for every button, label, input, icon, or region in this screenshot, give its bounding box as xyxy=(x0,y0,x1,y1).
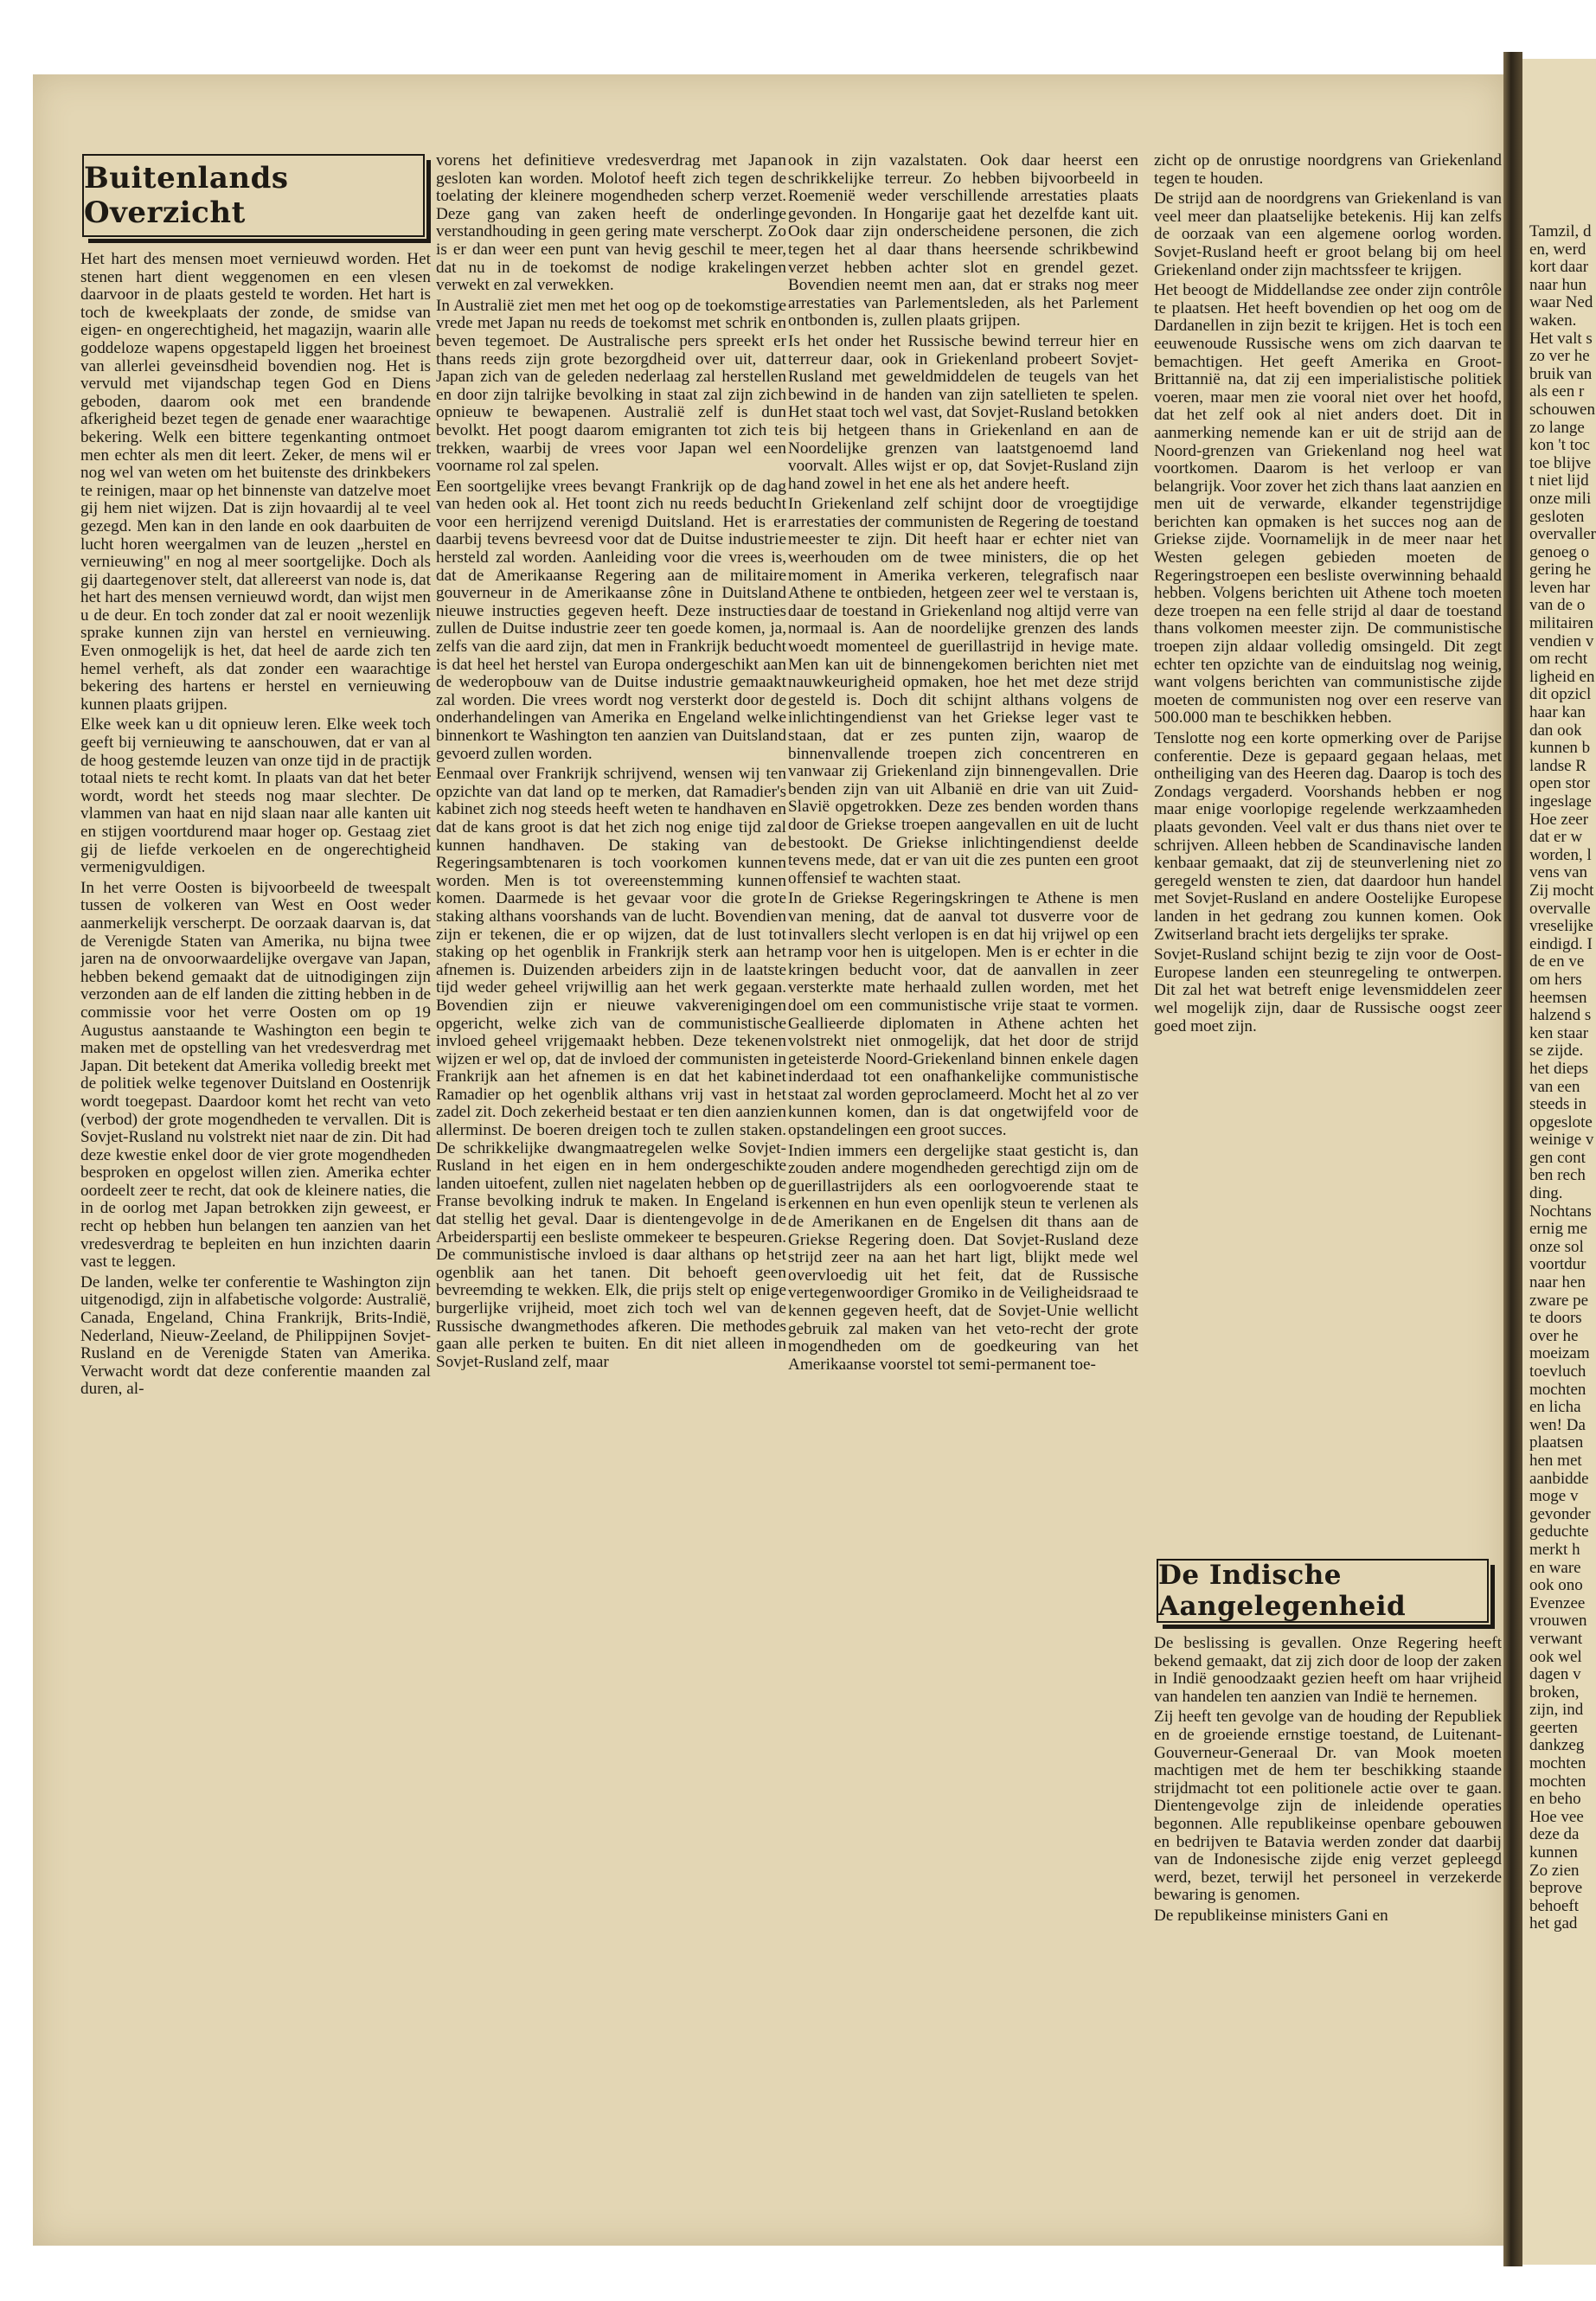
paragraph: Indien immers een dergelijke staat gesticht is, dan zouden andere mogendheden gerechtigd zijn om de guerillastrijders als een oorlogvoerende staat te erkennen en hun even openlijk steun te verlenen als de Amerikanen en de Engelsen dit thans aan de Griekse Regering doen. Dat Sovjet-Rusland deze strijd zeer na aan het hart ligt, blijkt mede wel overvloedig uit het feit, dat de Russische vertegenwoordiger Gromiko in de Veiligheidsraad te kennen gegeven heeft, dat de Sovjet-Unie wellicht gebruik zal maken van het veto-recht der grote mogendheden om de goedkeuring van het Amerikaanse voorstel tot semi-permanent toe- xyxy=(788,1141,1138,1374)
adjacent-page-line: gering he xyxy=(1529,561,1592,580)
adjacent-page-line: het gad xyxy=(1529,1914,1578,1933)
heading-indische-aangelegenheid xyxy=(1157,1559,1489,1623)
adjacent-page-line: dagen v xyxy=(1529,1665,1581,1684)
adjacent-page-line: van de o xyxy=(1529,596,1586,615)
adjacent-page-line: en, werd xyxy=(1529,240,1586,259)
column-3 xyxy=(788,152,1138,2194)
adjacent-page-line: landse R xyxy=(1529,756,1586,775)
adjacent-page-line: het dieps xyxy=(1529,1059,1589,1078)
paragraph: Tenslotte nog een korte opmerking over de Parijse conferentie. Deze is gepaard gegaan helaas, met ontheiliging van des Heeren dag. Daarop is toch des Zondags vergaderd. Voorshands hebben er nog maar enige voorlopige regelende werkzaamheden plaats gevonden. Veel valt er dus thans niet over te schrijven. Alleen hebben de Scandinavische landen kenbaar gemaakt, dat zij de steunverlening niet zo geregeld wensten te zien, dat daardoor hun handel met Sovjet-Rusland en andere Oostelijke Europese landen in het gedrang zou kunnen komen. Ook Zwitserland bracht iets dergelijks ter sprake. xyxy=(1154,729,1502,944)
adjacent-page-line: kunnen b xyxy=(1529,739,1591,758)
adjacent-page-line: te doors xyxy=(1529,1309,1582,1328)
adjacent-page-line: geerten xyxy=(1529,1718,1578,1737)
adjacent-page-line: gen cont xyxy=(1529,1148,1586,1167)
adjacent-page-line: plaatsen xyxy=(1529,1433,1584,1452)
adjacent-page-line: Zo zien xyxy=(1529,1861,1580,1880)
adjacent-page-line: weinige v xyxy=(1529,1131,1594,1150)
adjacent-page-line: de en ve xyxy=(1529,952,1585,971)
adjacent-page-line: vendien v xyxy=(1529,631,1594,651)
adjacent-page-line: schouwen xyxy=(1529,400,1595,419)
paragraph: Het beoogt de Middellandse zee onder zijn contrôle te plaatsen. Het heeft bovendien op het oog om de Dardanellen in zijn bezit te krijgen. Het is toch een eeuwenoude Russische wens om zich daarvan te bemachtigen. Het geeft Amerika en Groot-Brittannië na, dat zij een imperialistische politiek voeren, maar men zie vooral niet over het hoofd, dat het zelf ook al niet anders doet. Dit in aanmerking nemende kan er uit de strijd aan de Noord-grenzen van Griekenland nog heel wat voortkomen. Daarom is het verloop er van belangrijk. Voor zover het zich thans laat aanzien en men uit de verwarde, elkander tegenstrijdige berichten kan opmaken is het succes nog aan de Griekse zijde. Voornamelijk in de meer naar het Westen gelegen gebieden moeten de Regeringstroepen een besliste overwinning behaald hebben. Volgens berichten uit Athene toch moeten deze troepen na een felle strijd al daar de toestand thans volkomen meester zijn. De communistische troepen zijn aldaar volledig omsingeld. Dit zegt echter ten opzichte van de einduitslag nog weinig, want volgens berichten van communistische zijde moeten de communisten nog over een reserve van 500.000 man te beschikken hebben. xyxy=(1154,281,1502,727)
adjacent-page-line: waken. xyxy=(1529,311,1577,330)
adjacent-page-line: voortdur xyxy=(1529,1255,1586,1274)
adjacent-page-line: eindigd. I xyxy=(1529,934,1593,953)
adjacent-page-line: dan ook xyxy=(1529,721,1582,740)
heading-text: De Indische Aangelegenheid xyxy=(1158,1560,1407,1622)
adjacent-page-line: ingeslage xyxy=(1529,792,1592,811)
adjacent-page-line: broken, xyxy=(1529,1682,1580,1702)
adjacent-page-line: Zij mocht xyxy=(1529,881,1594,900)
paragraph: In het verre Oosten is bijvoorbeeld de tweespalt tussen de volkeren van West en Oost weder aanmerkelijk verscherpt. De oorzaak daarvan is, dat de Verenigde Staten van Amerika, nu bijna twee jaren na de onvoorwaardelijke overgave van Japan, hebben bekend gemaakt dat de uitnodigingen zijn verzonden aan de elf landen die zitting hebben in de commissie voor het verre Oosten om op 19 Augustus aanstaande te Washington een begin te maken met de opstelling van het vredesverdrag met Japan. Dit betekent dat Amerika volledig breekt met de politiek welke tegenover Duitsland en Oostenrijk wordt toegepast. Daardoor komt het recht van veto (verbod) der grote mogendheden te vervallen. Dit is Sovjet-Rusland nu volstrekt niet naar de zin. Dit had deze kwestie enkel door de vier grote mogendheden besproken en opgelost willen zien. Amerika echter oordeelt zeer te recht, dat ook de kleinere naties, die in de oorlog met Japan betrokken zijn geweest, er recht op hebben hun belangen ten aanzien van het vredesverdrag te bepleiten en hun inzichten daarin vast te leggen. xyxy=(80,878,431,1272)
column-4 xyxy=(1154,152,1502,1035)
adjacent-page-line: kort daar xyxy=(1529,258,1589,277)
adjacent-page-line: merkt h xyxy=(1529,1540,1580,1559)
adjacent-page-line: overvaller xyxy=(1529,525,1596,544)
adjacent-page-line: aanbidde xyxy=(1529,1469,1589,1488)
adjacent-page-line: en ware xyxy=(1529,1558,1581,1577)
adjacent-page-line: haar kan xyxy=(1529,703,1586,722)
adjacent-page-line: ernig me xyxy=(1529,1220,1588,1239)
adjacent-page-line: se zijde. xyxy=(1529,1042,1584,1061)
adjacent-page-line: beprove xyxy=(1529,1879,1583,1898)
adjacent-page-line: en licha xyxy=(1529,1398,1581,1417)
adjacent-page-line: vrouwen xyxy=(1529,1612,1587,1631)
paragraph: De beslissing is gevallen. Onze Regering heeft bekend gemaakt, dat zij zich door de loop der zaken in Indië genoodzaakt gezien heeft om haar vrijheid van handelen ten aanzien van Indië te hernemen. xyxy=(1154,1635,1502,1706)
adjacent-page-line: mochten xyxy=(1529,1754,1586,1773)
adjacent-page-line: behoeft xyxy=(1529,1896,1579,1915)
adjacent-page-line: moeizam xyxy=(1529,1344,1590,1363)
paragraph: In Australië ziet men met het oog op de toekomstige vrede met Japan nu reeds de toekomst met schrik en beven tegemoet. De Australische pers spreekt er thans reeds zijn grote bezorgdheid over uit, dat Japan zich van de geleden nederlaag zal herstellen en door zijn talrijke bevolking in staat zal zijn zich opnieuw te bewapenen. Australië zelf is dun bevolkt. Het poogt daarom emigranten tot zich te trekken, waarbij de vrees voor Japan wel een voorname rol zal spelen. xyxy=(436,296,786,476)
adjacent-page-line: kunnen xyxy=(1529,1843,1578,1862)
adjacent-page-line: opgeslote xyxy=(1529,1112,1593,1131)
page-fold xyxy=(1503,52,1522,2266)
adjacent-page-line: steeds in xyxy=(1529,1095,1586,1114)
adjacent-page-line: heemsen xyxy=(1529,988,1587,1007)
adjacent-page-line: als een r xyxy=(1529,382,1585,401)
adjacent-page-line: wen! Da xyxy=(1529,1415,1586,1434)
adjacent-page-line: Evenzee xyxy=(1529,1593,1586,1612)
adjacent-page-line: hen met xyxy=(1529,1451,1582,1470)
paragraph: Een soortgelijke vrees bevangt Frankrijk op de dag van heden ook al. Het toont zich nu reeds beducht voor een herrijzend verenigd Duitsland. Het is er daarbij tevens bevreesd voor dat de Duitse industrie hersteld zal worden. Aanleiding voor die vrees is, dat de Amerikaanse Regering aan de militaire gouverneur in de Amerikaanse zône in Duitsland nieuwe instructies gegeven heeft. Deze instructies zullen de Duitse industrie zeer ten goede komen, ja, zelfs van die aard zijn, dat men in Frankrijk beducht is dat heel het herstel van Europa ondergeschikt aan de wederopbouw van de Duitse industrie gemaakt zal worden. Die vrees wordt nog versterkt door de onderhandelingen van Amerika en Engeland welke binnenkort te Washington ten aanzien van Duitsland gevoerd zullen worden. xyxy=(436,477,786,763)
adjacent-page-line: om recht xyxy=(1529,650,1588,669)
adjacent-page-line: van een xyxy=(1529,1077,1580,1096)
adjacent-page-line: zware pe xyxy=(1529,1291,1589,1310)
adjacent-page-line: naar hun xyxy=(1529,275,1586,294)
adjacent-page-line: dat er w xyxy=(1529,828,1583,847)
adjacent-page-line: worden, l xyxy=(1529,845,1592,864)
adjacent-page-line: bruik van xyxy=(1529,364,1593,383)
adjacent-page-line: overvalle xyxy=(1529,899,1591,918)
adjacent-page-line: naar hen xyxy=(1529,1273,1586,1292)
adjacent-page-line: leven har xyxy=(1529,578,1591,597)
paragraph: Het hart des mensen moet vernieuwd worden. Het stenen hart dient weggenomen en een vlesen daarvoor in de plaats gesteld te worden. Het hart is toch de kweekplaats der zonde, de smidse van eigen- en ongerechtigheid, het magazijn, waarin alle goddeloze wapens opgestapeld liggen het broeinest van allerlei geveinsdheid bovendien nog. Het is vervuld met vijandschap tegen God en Diens geboden, daarom ook met een brandende afkerigheid bezet tegen de genade ener waarachtige bekering. Welk een bittere tegenkanting ontmoet men echter als men dit leert. Zeker, de mens wil er nog wel van weten om het buitenste des drinkbekers te reinigen, maar op het binnenste van datzelve moet gij hem niet wijzen. Dat is zijn hovaardij al te veel gezegd. Men kan in den lande en ook daarbuiten de lucht horen weergalmen van de leuzen „herstel en vernieuwing" en nog al meer soortgelijke. Doch als gij daartegenover stelt, dat allereerst van node is, dat het hart des mensen vernieuwd wordt, dan wijst men u de deur. En toch zonder dat zal er nooit wezenlijk sprake kunnen zijn van herstel en vernieuwing. Even onmogelijk is het, dat heel de aarde zich ten hemel verheft, als dat zonder een waarachtige bekering des hartens er herstel en vernieuwing kunnen plaats grijpen. xyxy=(80,251,431,714)
paragraph: De strijd aan de noordgrens van Griekenland is van veel meer dan plaatselijke betekenis. Hij kan zelfs de oorzaak van een algemene oorlog worden. Sovjet-Rusland heeft er groot belang bij om heel Griekenland onder zijn machtssfeer te krijgen. xyxy=(1154,189,1502,279)
paragraph: Zij heeft ten gevolge van de houding der Republiek en de groeiende ernstige toestand, de Luitenant-Gouverneur-Generaal Dr. van Mook moeten machtigen met de hem ter beschikking staande strijdmacht tot een politionele actie over te gaan. Dientengevolge zijn de inleidende operaties begonnen. Alle republikeinse openbare gebouwen en bedrijven te Batavia werden zonder dat daarbij van de Indonesische zijde enig verzet gepleegd werd, bezet, terwijl het personeel in verzekerde bewaring is genomen. xyxy=(1154,1708,1502,1905)
paragraph: Elke week kan u dit opnieuw leren. Elke week toch geeft bij vernieuwing te aanschouwen, dat er van al de hoog gestemde leuzen van onze tijd in de practijk totaal niets te recht komt. In plaats van dat het beter wordt, wordt het steeds nog maar slechter. De vlammen van haat en nijd slaan naar alle kanten uit en stijgen voortdurend maar hoger op. Gestaag ziet gij de liefde verkoelen en de ongerechtigheid vermenigvuldigen. xyxy=(80,715,431,877)
adjacent-page-line: toevluch xyxy=(1529,1362,1586,1381)
paragraph: De republikeinse ministers Gani en xyxy=(1154,1906,1388,1925)
adjacent-page-line: ben rech xyxy=(1529,1166,1586,1185)
adjacent-page-line: t niet lijd xyxy=(1529,471,1589,490)
adjacent-page-line: mochten xyxy=(1529,1380,1586,1399)
adjacent-page-edge xyxy=(1522,59,1596,2265)
paragraph: De landen, welke ter conferentie te Washington zijn uitgenodigd, zijn in alfabetische volgorde: Australië, Canada, Engeland, China Frankrijk, Brits-Indië, Nederland, Nieuw-Zeeland, de Philippijnen Sovjet-Rusland en de Verenigde Staten van Amerika. Verwacht wordt dat deze conferentie maanden zal duren, al- xyxy=(80,1272,431,1399)
adjacent-page-line: zo lange xyxy=(1529,418,1585,437)
adjacent-page-line: genoeg o xyxy=(1529,542,1590,561)
adjacent-page-line: en beho xyxy=(1529,1790,1581,1809)
adjacent-page-line: over he xyxy=(1529,1326,1579,1345)
adjacent-page-line: ding. xyxy=(1529,1184,1563,1203)
adjacent-page-line: open stor xyxy=(1529,774,1591,793)
column-4-article xyxy=(1154,1635,1502,2197)
adjacent-page-line: mochten xyxy=(1529,1772,1586,1791)
adjacent-page-line: toe blijve xyxy=(1529,453,1592,472)
adjacent-page-line: ken staar xyxy=(1529,1023,1589,1042)
paragraph: zicht op de onrustige noordgrens van Griekenland tegen te houden. xyxy=(1154,152,1502,188)
heading-text: Buitenlands Overzicht xyxy=(84,161,289,230)
adjacent-page-column xyxy=(1529,223,1596,2230)
adjacent-page-line: zijn, ind xyxy=(1529,1701,1584,1720)
adjacent-page-line: militairen xyxy=(1529,614,1593,633)
adjacent-page-line: Nochtans xyxy=(1529,1202,1592,1221)
adjacent-page-line: Hoe vee xyxy=(1529,1807,1584,1826)
paragraph: In de Griekse Regeringskringen te Athene is men van mening, dat de aanval tot dusverre voor de invallers slecht verlopen is en dat hij vrijwel op een ramp voor hen is uitgelopen. Men is er echter in die kringen beducht voor, dat de aanvallen in zeer versterkte mate herhaald zullen worden, met het doel om een communistische vrije staat te vormen. Geallieerde diplomaten in Athene achten het volstrekt niet onmogelijk, dat het door de strijd geteisterde Noord-Griekenland binnen enkele dagen inderdaad tot een onafhankelijke communistische staat zal worden geproclameerd. Mocht het al zo ver kunnen komen, dan is dat ongetwijfeld voor de opstandelingen een groot succes. xyxy=(788,889,1138,1140)
paragraph: In Griekenland zelf schijnt door de vroegtijdige arrestaties der communisten de Regering de toestand meester te zijn. Dit heeft haar er echter niet van weerhouden om de twee ministers, die op het moment in Amerika verkeren, telegrafisch naar Athene te ontbieden, hetgeen zeer wel te verstaan is, daar de toestand in Griekenland nog altijd verre van normaal is. Aan de noordelijke grenzen des lands woedt momenteel de guerillastrijd in hevige mate. Men kan uit de binnengekomen berichten niet met nauwkeurigheid opmaken, hoe het met deze strijd gesteld is. Doch dit schijnt althans volgens de inlichtingendienst van het Griekse leger vast te staan, dat er zes punten zijn, waarop de binnenvallende troepen zich concentreren en vanwaar zij Griekenland zijn binnengevallen. Drie benden zijn van uit Albanië en drie van uit Zuid-Slavië opgetrokken. Deze zes benden worden thans door de Griekse troepen aangevallen en uit de lucht bestookt. De Griekse inlichtingendienst deelde tevens mede, dat er van uit die zes punten een groot offensief te wachten staat. xyxy=(788,495,1138,888)
adjacent-page-line: ook ono xyxy=(1529,1576,1583,1595)
adjacent-page-line: deze da xyxy=(1529,1825,1580,1844)
adjacent-page-line: ook wel xyxy=(1529,1647,1582,1666)
paragraph: Eenmaal over Frankrijk schrijvend, wensen wij ten opzichte van dat land op te merken, dat Ramadier's kabinet zich nog steeds heeft weten te handhaven en dat de kans groot is dat het zich nog enige tijd zal kunnen handhaven. De staking van de Regeringsambtenaren is toch voorkomen kunnen worden. Men is tot overeenstemming kunnen komen. Daarmede is het gevaar voor die grote staking althans voorshands van de lucht. Bovendien zijn er tekenen, die er op wijzen, dat de lust tot staking op het ogenblik in Frankrijk sterk aan het afnemen is. Duizenden arbeiders zijn in de laatste tijd weder geheel vrijwillig aan het werk gegaan. Bovendien zijn er nieuwe vakverenigingen opgericht, welke zich van de communistische invloed geheel vrijgemaakt hebben. Deze tekenen wijzen er wel op, dat de invloed der communisten in Frankrijk aan het afnemen is en dat het kabinet Ramadier op het ogenblik althans vrij vast in het zadel zit. Doch zekerheid bestaat er ten dien aanzien allerminst. De boeren dreigen toch te zullen staken. De schrikkelijke dwangmaatregelen welke Sovjet-Rusland in het eigen en in hem ondergeschikte landen uitoefent, zullen niet nagelaten hebben op de Franse bevolking indruk te maken. In Engeland is dat stellig het geval. Daar is dientengevolge in de Arbeiderspartij een besliste ommekeer te bespeuren. De communistische invloed is daar althans op het ogenblik aan het tanen. Dit behoeft geen bevreemding te wekken. Elk, die prijs stelt op enige burgerlijke vrijheid, moet zich toch wel van de Russische dwangmethodes afkeren. Die methodes gaan alle perken te buiten. En dit niet alleen in Sovjet-Rusland zelf, maar xyxy=(436,765,786,1371)
adjacent-page-line: Hoe zeer xyxy=(1529,810,1589,829)
adjacent-page-line: dankzeg xyxy=(1529,1736,1585,1755)
paragraph: ook in zijn vazalstaten. Ook daar heerst een schrikkelijke terreur. Zo hebben bijvoorbeeld in Roemenië weder verschillende arrestaties plaats gevonden. In Hongarije gaat het dezelfde kant uit. Ook daar zijn onderscheidene personen, die zich tegen het al daar thans heersende schrikbewind verzet hebben achter slot en grendel gezet. Bovendien neemt men aan, dat er straks nog meer arrestaties van Parlementsleden, als het Parlement ontbonden is, zullen plaats grijpen. xyxy=(788,152,1138,330)
paragraph: vorens het definitieve vredesverdrag met Japan gesloten kan worden. Molotof heeft zich tegen de toelating der kleinere mogendheden scherp verzet. Deze gang van zaken heeft de onderlinge verstandhouding in geen gering mate verscherpt. Zo is er dan weer een punt van hevig geschil te meer, dat nu in de toekomst de nodige krakelingen verwekt en zal verwekken. xyxy=(436,152,786,295)
column-1 xyxy=(80,251,431,2193)
paragraph: Is het onder het Russische bewind terreur hier en terreur daar, ook in Griekenland probeert Sovjet-Rusland met geweldmiddelen de teugels van het bewind in de handen van zijn satellieten te spelen. Het staat toch wel vast, dat Sovjet-Rusland betokken is bij hetgeen thans in Griekenland en aan de Noordelijke grenzen van laatstgenoemd land voorvalt. Alles wijst er op, dat Sovjet-Rusland zijn hand zowel in het ene als het andere heeft. xyxy=(788,331,1138,493)
adjacent-page-line: verwant xyxy=(1529,1629,1583,1648)
adjacent-page-line: vens van xyxy=(1529,863,1588,882)
adjacent-page-line: Het valt s xyxy=(1529,329,1593,348)
heading-buitenlands-overzicht xyxy=(82,154,425,237)
adjacent-page-line: geduchte xyxy=(1529,1522,1589,1541)
adjacent-page-line: zo ver he xyxy=(1529,347,1590,366)
paragraph: Sovjet-Rusland schijnt bezig te zijn voor de Oost-Europese landen een steunregeling te ontwerpen. Dit zal het wat betreft enige levensmiddelen zeer wel mogelijk zijn, daar de Russische oogst zeer goed moet zijn. xyxy=(1154,945,1502,1035)
adjacent-page-line: onze mili xyxy=(1529,489,1592,508)
adjacent-page-line: gevonder xyxy=(1529,1504,1591,1523)
adjacent-page-line: moge v xyxy=(1529,1487,1579,1506)
adjacent-page-line: ligheid en xyxy=(1529,667,1595,686)
adjacent-page-line: onze sol xyxy=(1529,1237,1584,1256)
adjacent-page-line: Tamzil, d xyxy=(1529,223,1592,240)
adjacent-page-line: dit opzicl xyxy=(1529,685,1592,704)
adjacent-page-line: vreselijke xyxy=(1529,917,1593,936)
adjacent-page-line: waar Ned xyxy=(1529,293,1593,312)
adjacent-page-line: kon 't toc xyxy=(1529,436,1590,455)
column-2 xyxy=(436,152,786,2194)
adjacent-page-line: om hers xyxy=(1529,970,1582,989)
adjacent-page-line: gesloten xyxy=(1529,507,1585,526)
adjacent-page-line: halzend s xyxy=(1529,1006,1592,1025)
